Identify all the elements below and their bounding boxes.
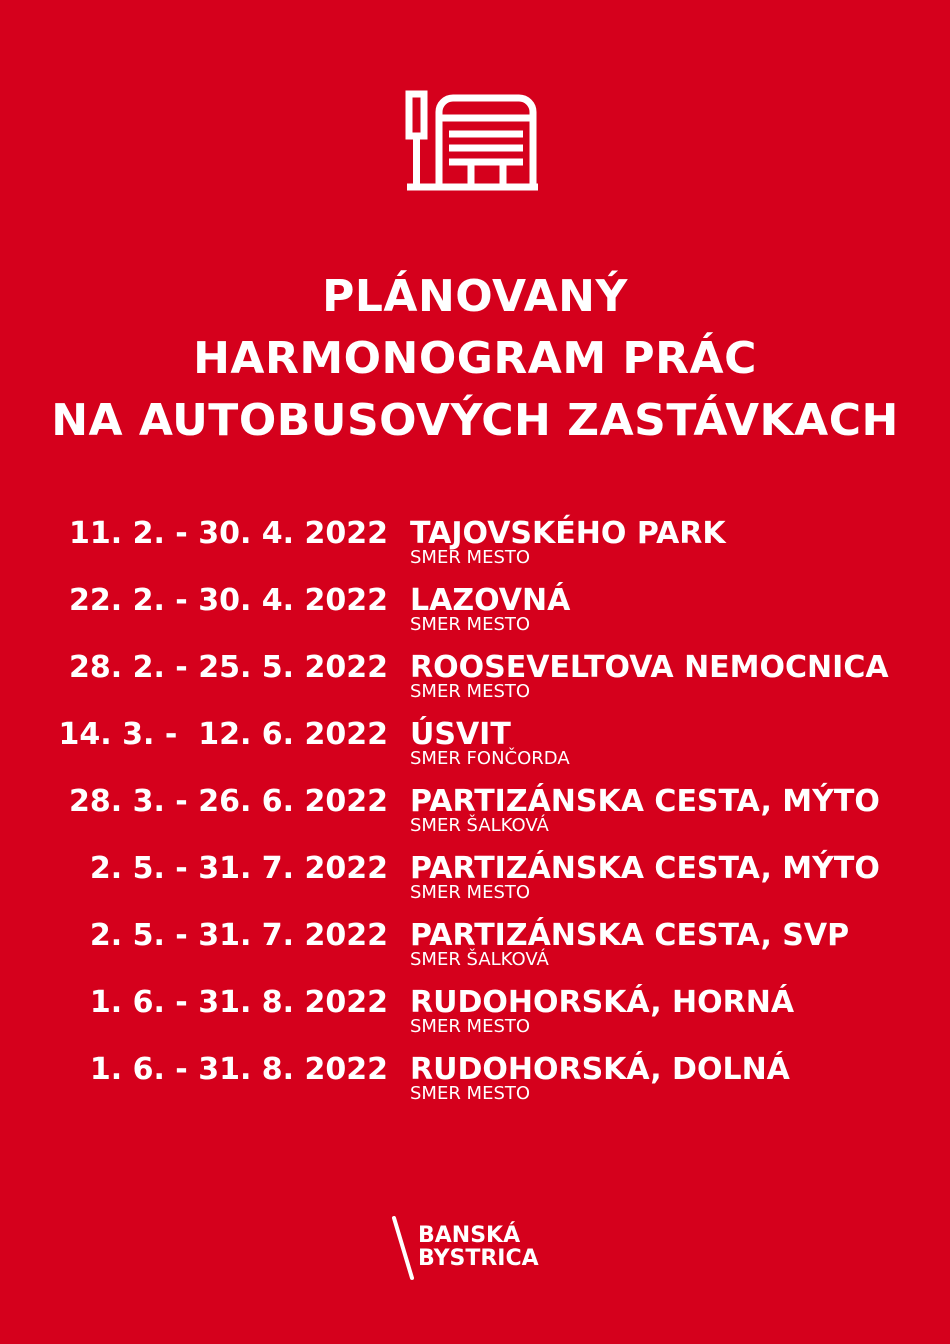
schedule-list — [0, 516, 950, 1119]
stop-name: PARTIZÁNSKA CESTA, SVP — [410, 918, 850, 953]
schedule-stop — [410, 918, 849, 970]
schedule-dates: 1. 6. - 31. 8. 2022 — [89, 1052, 388, 1087]
schedule-dates: 11. 2. - 30. 4. 2022 — [69, 516, 388, 551]
stop-name: LAZOVNÁ — [410, 583, 571, 618]
title-line-1: PLÁNOVANÝ — [322, 271, 628, 322]
logo-line-2: BYSTRICA — [418, 1246, 539, 1271]
schedule-dates: 2. 5. - 31. 7. 2022 — [89, 851, 388, 886]
schedule-row — [0, 985, 950, 1052]
schedule-row — [0, 918, 950, 985]
stop-direction: SMER MESTO — [410, 681, 531, 702]
schedule-stop — [410, 985, 794, 1037]
logo-slash-icon — [390, 1216, 416, 1282]
schedule-row — [0, 516, 950, 583]
schedule-stop — [410, 784, 880, 836]
schedule-dates: 28. 2. - 25. 5. 2022 — [69, 650, 388, 685]
schedule-row — [0, 851, 950, 918]
stop-direction: SMER ŠALKOVÁ — [410, 815, 549, 836]
stop-name: ROOSEVELTOVA NEMOCNICA — [410, 650, 889, 685]
schedule-dates: 28. 3. - 26. 6. 2022 — [69, 784, 388, 819]
schedule-stop — [410, 516, 726, 568]
stop-name: TAJOVSKÉHO PARK — [410, 516, 726, 551]
schedule-stop — [410, 851, 880, 903]
stop-direction: SMER MESTO — [410, 1016, 531, 1037]
title-line-2: HARMONOGRAM PRÁC — [193, 333, 757, 384]
schedule-dates: 1. 6. - 31. 8. 2022 — [89, 985, 388, 1020]
stop-direction: SMER MESTO — [410, 1083, 531, 1104]
page-title — [0, 266, 950, 452]
schedule-dates: 14. 3. - 12. 6. 2022 — [58, 717, 388, 752]
bus-stop-icon — [405, 90, 540, 192]
schedule-dates: 2. 5. - 31. 7. 2022 — [89, 918, 388, 953]
schedule-dates: 22. 2. - 30. 4. 2022 — [69, 583, 388, 618]
stop-direction: SMER MESTO — [410, 882, 531, 903]
logo-line-1: BANSKÁ — [418, 1223, 521, 1248]
schedule-row — [0, 1052, 950, 1119]
city-logo — [390, 1216, 570, 1282]
schedule-stop — [410, 1052, 790, 1104]
stop-name: PARTIZÁNSKA CESTA, MÝTO — [410, 851, 880, 886]
stop-direction: SMER FONČORDA — [410, 748, 570, 769]
stop-direction: SMER MESTO — [410, 547, 531, 568]
schedule-stop — [410, 717, 570, 769]
schedule-stop — [410, 583, 570, 635]
logo-text — [418, 1224, 539, 1270]
schedule-row — [0, 717, 950, 784]
stop-name: RUDOHORSKÁ, HORNÁ — [410, 985, 795, 1020]
stop-direction: SMER ŠALKOVÁ — [410, 949, 549, 970]
stop-name: PARTIZÁNSKA CESTA, MÝTO — [410, 784, 880, 819]
stop-name: RUDOHORSKÁ, DOLNÁ — [410, 1052, 790, 1087]
stop-direction: SMER MESTO — [410, 614, 531, 635]
stop-name: ÚSVIT — [410, 717, 511, 752]
schedule-stop — [410, 650, 889, 702]
schedule-row — [0, 583, 950, 650]
title-line-3: NA AUTOBUSOVÝCH ZASTÁVKACH — [51, 395, 899, 446]
schedule-row — [0, 650, 950, 717]
schedule-row — [0, 784, 950, 851]
